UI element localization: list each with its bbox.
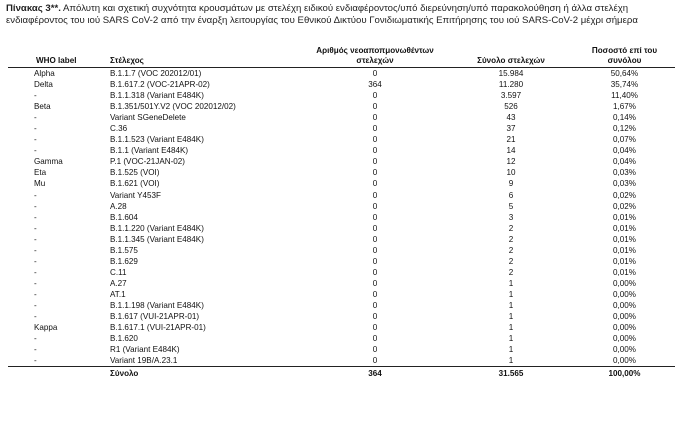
cell-percent: 0,01% [613,256,636,266]
cell-imported: 364 [368,80,382,90]
cell-who: - [34,245,37,255]
cell-strain: B.1.351/501Y.V2 (VOC 202012/02) [110,102,236,112]
cell-strain: AT.1 [110,289,126,299]
cell-imported: 0 [372,223,378,233]
table-caption [6,3,678,27]
cell-percent: 0,00% [613,289,636,299]
cell-strain: B.1.1.198 (Variant E484K) [110,301,204,310]
total-label: Σύνολο [102,367,302,380]
cell-who: - [34,334,37,344]
table-row [8,234,675,245]
cell-imported: 0 [372,334,378,344]
cell-strain: B.1.617.1 (VUI-21APR-01) [110,323,206,333]
table-row [8,300,675,311]
cell-who: - [34,289,37,299]
cell-imported: 0 [372,168,378,178]
cell-percent: 50,64% [610,69,639,79]
cell-total: 6 [508,190,514,200]
cell-total: 11.280 [498,80,524,90]
cell-imported: 0 [372,190,378,200]
cell-imported: 0 [372,356,378,366]
table-row [8,190,675,201]
header-total: Σύνολο στελεχών [448,46,574,68]
cell-who: - [34,301,37,310]
cell-who: - [34,135,37,145]
cell-strain: B.1.1.220 (Variant E484K) [110,223,204,233]
cell-total: 1 [508,289,514,299]
cell-total: 1 [508,334,514,344]
variants-table [8,46,675,379]
cell-strain: B.1.621 (VOI) [110,179,160,189]
table-row [8,355,675,367]
cell-imported: 0 [372,146,378,156]
cell-imported: 0 [372,102,378,112]
cell-strain: B.1.1.345 (Variant E484K) [110,234,204,244]
cell-percent: 11,40% [611,91,638,101]
cell-strain: B.1.1.523 (Variant E484K) [110,135,204,145]
cell-imported: 0 [372,312,378,322]
table-row [8,201,675,212]
cell-percent: 0,00% [613,323,636,333]
total-imported: 364 [302,367,448,380]
cell-imported: 0 [372,201,378,211]
cell-strain: Variant Y453F [110,190,161,200]
cell-imported: 0 [372,234,378,244]
cell-total: 37 [506,124,516,134]
cell-percent: 0,00% [613,312,636,322]
table-row [8,112,675,123]
cell-imported: 0 [372,157,378,167]
cell-who: Delta [34,80,53,90]
table-row [8,256,675,267]
header-who-label: WHO label [8,46,102,68]
cell-imported: 0 [372,278,378,288]
table-body [8,68,675,367]
cell-percent: 0,12% [613,124,636,134]
caption-text: Απόλυτη και σχετική συχνότητα κρουσμάτων με στελέχη ειδικού ενδιαφέροντος/υπό διερεύνηση/υπό παρακολούθηση ή άλλα στελέχη ενδιαφέροντος του ιού SARS CoV-2 από την έναρξη λειτουργίας του Εθνικού Δικτύου Γονιδιωματικής Επιτήρησης του ιού SARS-CoV-2 μέχρι σήμερα [6,3,638,26]
cell-total: 526 [504,102,518,112]
cell-who: - [34,91,37,101]
cell-percent: 0,00% [613,345,636,355]
cell-total: 1 [508,278,514,288]
cell-strain: P.1 (VOC-21JAN-02) [110,157,185,167]
cell-total: 2 [508,267,514,277]
cell-total: 2 [508,256,514,266]
cell-imported: 0 [372,323,378,333]
header-strain: Στέλεχος [102,46,302,68]
total-percent: 100,00% [574,367,675,380]
cell-strain: B.1.1 (Variant E484K) [110,146,189,156]
cell-percent: 0,01% [613,234,636,244]
cell-imported: 0 [372,212,378,222]
table-row [8,79,675,90]
cell-who: Beta [34,102,51,112]
cell-who: - [34,267,37,277]
table-row [8,167,675,178]
cell-percent: 0,14% [613,113,636,123]
cell-imported: 0 [372,267,378,277]
cell-strain: B.1.575 [110,245,138,255]
cell-strain: Variant SGeneDelete [110,113,186,123]
cell-strain: B.1.1.7 (VOC 202012/01) [110,69,202,79]
cell-who: Mu [34,179,46,189]
cell-percent: 35,74% [610,80,639,90]
cell-percent: 0,02% [613,190,636,200]
table-row [8,311,675,322]
cell-who: - [34,113,37,123]
cell-strain: Variant 19B/A.23.1 [110,356,178,366]
cell-total: 3 [508,212,514,222]
cell-imported: 0 [372,91,378,101]
cell-total: 2 [508,245,514,255]
cell-imported: 0 [372,69,378,79]
cell-imported: 0 [372,124,378,134]
caption-label: Πίνακας 3**. [6,3,61,14]
table-row [8,134,675,145]
total-count: 31.565 [448,367,574,380]
cell-strain: B.1.629 [110,256,138,266]
table-row [8,178,675,189]
cell-total: 1 [508,345,514,355]
cell-strain: C.36 [110,124,128,134]
table-row [8,344,675,355]
cell-total: 1 [508,301,514,310]
cell-percent: 0,00% [613,356,636,366]
cell-total: 1 [508,323,514,333]
cell-percent: 0,01% [613,267,636,277]
cell-strain: C.11 [110,267,127,277]
cell-strain: B.1.620 [110,334,138,344]
table-row [8,322,675,333]
table-row [8,68,675,80]
cell-who: - [34,223,37,233]
cell-total: 5 [508,201,514,211]
cell-who: - [34,212,37,222]
cell-imported: 0 [372,113,378,123]
cell-strain: B.1.525 (VOI) [110,168,160,178]
cell-total: 3.597 [500,91,522,101]
cell-percent: 0,01% [613,245,636,255]
cell-percent: 0,00% [613,278,636,288]
cell-total: 2 [508,223,514,233]
total-row [8,367,675,380]
cell-imported: 0 [372,135,378,145]
cell-imported: 0 [372,256,378,266]
cell-imported: 0 [372,245,378,255]
header-imported: Αριθμός νεοαποπμονωθέντων στελεχών [302,46,448,68]
cell-imported: 0 [372,289,378,299]
cell-total: 1 [508,312,514,322]
cell-total: 14 [506,146,516,156]
cell-strain: A.28 [110,201,127,211]
cell-who: Eta [34,168,47,178]
cell-who: - [34,312,37,322]
cell-who: - [34,190,37,200]
cell-who: Kappa [34,323,58,333]
cell-strain: R1 (Variant E484K) [110,345,180,355]
cell-who: - [34,345,37,355]
cell-total: 10 [506,168,516,178]
cell-imported: 0 [372,345,378,355]
cell-who: - [34,356,37,366]
cell-total: 21 [506,135,516,145]
cell-percent: 1,67% [613,102,636,112]
cell-who: - [34,201,37,211]
table-row [8,156,675,167]
cell-percent: 0,03% [613,179,636,189]
cell-who: - [34,124,37,134]
cell-total: 15.984 [498,69,524,79]
cell-percent: 0,03% [613,168,636,178]
cell-imported: 0 [372,301,378,310]
cell-percent: 0,07% [613,135,636,145]
table-row [8,123,675,134]
header-percent: Ποσοστό επί του συνόλου [574,46,675,68]
table-row [8,90,675,101]
cell-who: Alpha [34,69,55,79]
cell-total: 1 [508,356,514,366]
cell-percent: 0,01% [613,212,636,222]
table-row [8,245,675,256]
table-row [8,101,675,112]
table-row [8,212,675,223]
cell-who: - [34,278,37,288]
cell-total: 43 [506,113,516,123]
table-row [8,333,675,344]
cell-strain: B.1.1.318 (Variant E484K) [110,91,204,101]
cell-who: - [34,234,37,244]
cell-total: 2 [508,234,514,244]
cell-percent: 0,01% [613,223,636,233]
cell-total: 12 [506,157,516,167]
cell-imported: 0 [372,179,378,189]
header-row [8,46,675,68]
cell-percent: 0,04% [613,146,636,156]
cell-percent: 0,00% [613,301,636,310]
table-row [8,267,675,278]
cell-strain: B.1.617 (VUI-21APR-01) [110,312,200,322]
cell-percent: 0,00% [613,334,636,344]
cell-strain: B.1.604 [110,212,138,222]
total-who [8,367,102,380]
table-row [8,145,675,156]
cell-percent: 0,02% [613,201,636,211]
table-row [8,278,675,289]
cell-who: - [34,146,37,156]
cell-strain: A.27 [110,278,127,288]
table-row [8,223,675,234]
cell-percent: 0,04% [613,157,636,167]
cell-who: Gamma [34,157,63,167]
cell-total: 9 [508,179,514,189]
table-row [8,289,675,300]
cell-strain: B.1.617.2 (VOC-21APR-02) [110,80,210,90]
cell-who: - [34,256,37,266]
